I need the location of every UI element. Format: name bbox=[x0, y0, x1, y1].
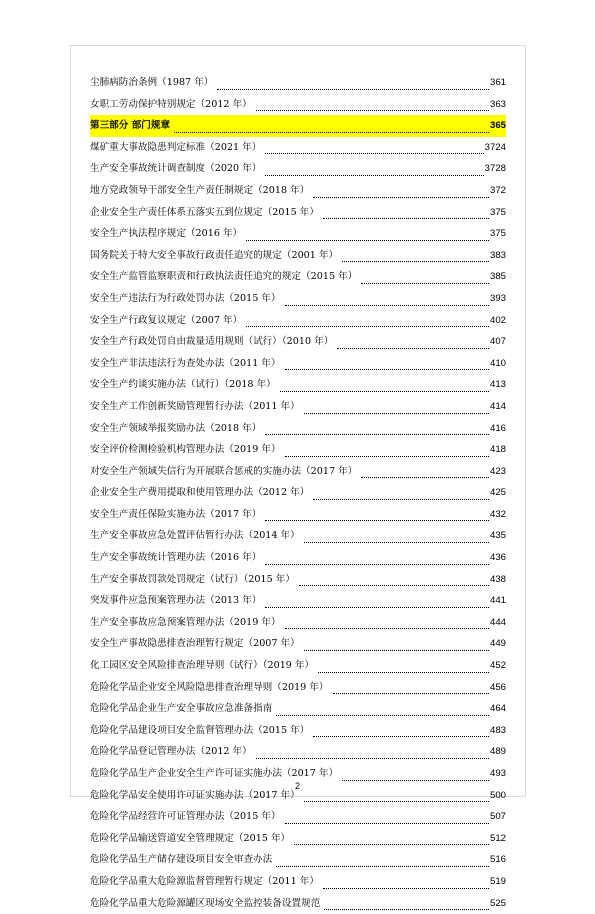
toc-entry[interactable] bbox=[90, 698, 506, 720]
toc-dot-leader bbox=[256, 109, 489, 111]
toc-entry-title: 危险化学品生产储存建设项目安全审查办法 bbox=[90, 854, 273, 866]
toc-dot-leader bbox=[304, 541, 489, 543]
toc-entry-title: 危险化学品生产企业安全生产许可证实施办法（2017 年） bbox=[90, 768, 339, 779]
toc-entry[interactable] bbox=[90, 94, 506, 116]
toc-entry-page-number: 361 bbox=[489, 77, 506, 88]
toc-dot-leader bbox=[304, 412, 489, 414]
toc-entry-page-number: 516 bbox=[489, 854, 506, 866]
toc-dot-leader bbox=[265, 152, 483, 154]
toc-dot-leader bbox=[318, 671, 489, 673]
page-number: 2 bbox=[294, 781, 300, 791]
toc-entry-title: 安全生产非法违法行为查处办法（2011 年） bbox=[90, 357, 281, 369]
toc-entry[interactable] bbox=[90, 741, 506, 763]
toc-entry-page-number: 410 bbox=[489, 357, 506, 369]
toc-entry-page-number: 436 bbox=[489, 552, 506, 564]
toc-dot-leader bbox=[313, 196, 489, 198]
toc-dot-leader bbox=[324, 908, 489, 910]
toc-entry-page-number: 393 bbox=[489, 292, 506, 304]
toc-entry-page-number: 438 bbox=[489, 573, 506, 585]
toc-entry-page-number: 525 bbox=[489, 897, 506, 909]
toc-dot-leader bbox=[304, 800, 489, 802]
toc-entry[interactable] bbox=[90, 461, 506, 483]
toc-dot-leader bbox=[174, 131, 489, 133]
toc-entry[interactable] bbox=[90, 525, 506, 547]
toc-dot-leader bbox=[285, 822, 489, 824]
toc-entry-page-number: 464 bbox=[489, 703, 506, 715]
toc-entry-title: 企业安全生产责任体系五落实五到位规定（2015 年） bbox=[90, 206, 319, 218]
toc-entry-title: 地方党政领导干部安全生产责任制规定（2018 年） bbox=[90, 184, 310, 196]
toc-entry-title: 安全评价检测检验机构管理办法（2019 年） bbox=[90, 444, 281, 456]
toc-entry-page-number: 512 bbox=[489, 832, 506, 844]
toc-entry-title: 煤矿重大事故隐患判定标准（2021 年） bbox=[90, 141, 262, 153]
toc-entry-title: 生产安全事故统计调查制度（2020 年） bbox=[90, 163, 262, 175]
toc-dot-leader bbox=[265, 433, 489, 435]
toc-entry-title: 女职工劳动保护特别规定（2012 年） bbox=[90, 98, 252, 110]
toc-entry-title: 安全生产工作创新奖励管理暂行办法（2011 年） bbox=[90, 400, 300, 412]
toc-dot-leader bbox=[276, 865, 489, 867]
toc-entry-page-number: 452 bbox=[489, 660, 506, 672]
toc-entry-page-number: 500 bbox=[489, 789, 506, 801]
toc-entry[interactable] bbox=[90, 569, 506, 591]
toc-entry-page-number: 385 bbox=[489, 271, 506, 283]
toc-entry[interactable] bbox=[90, 396, 506, 418]
toc-entry-title: 安全生产监管监察职责和行政执法责任追究的规定（2015 年） bbox=[90, 271, 358, 283]
toc-entry-page-number: 519 bbox=[489, 875, 506, 887]
toc-entry[interactable] bbox=[90, 655, 506, 677]
toc-entry[interactable] bbox=[90, 893, 506, 914]
toc-entry-title: 突发事件应急预案管理办法（2013 年） bbox=[90, 595, 262, 607]
toc-dot-leader bbox=[313, 498, 489, 500]
toc-entry[interactable] bbox=[90, 547, 506, 569]
toc-entry-page-number: 413 bbox=[489, 379, 506, 391]
toc-entry-page-number: 375 bbox=[489, 228, 506, 240]
toc-entry-page-number: 402 bbox=[489, 314, 506, 326]
toc-entry[interactable] bbox=[90, 633, 506, 655]
toc-entry-title: 国务院关于特大安全事故行政责任追究的规定（2001 年） bbox=[90, 249, 339, 261]
toc-dot-leader bbox=[342, 260, 489, 262]
toc-entry-page-number: 493 bbox=[489, 768, 506, 779]
toc-dot-leader bbox=[361, 282, 489, 284]
toc-dot-leader bbox=[246, 239, 489, 241]
toc-entry-title: 生产安全事故应急预案管理办法（2019 年） bbox=[90, 616, 281, 628]
toc-dot-leader bbox=[276, 714, 489, 716]
toc-dot-leader bbox=[285, 627, 489, 629]
toc-entry-title: 第三部分 部门规章 bbox=[90, 120, 171, 132]
toc-dot-leader bbox=[323, 887, 489, 889]
toc-entry-page-number: 416 bbox=[489, 422, 506, 434]
toc-entry-title: 生产安全事故应急处置评估暂行办法（2014 年） bbox=[90, 530, 300, 542]
toc-entry-page-number: 425 bbox=[489, 487, 506, 499]
toc-entry-page-number: 365 bbox=[489, 120, 506, 132]
toc-dot-leader bbox=[256, 757, 489, 759]
toc-entry[interactable] bbox=[90, 612, 506, 634]
toc-entry-page-number: 418 bbox=[489, 444, 506, 456]
toc-dot-leader bbox=[265, 174, 483, 176]
toc-entry-page-number: 432 bbox=[489, 508, 506, 520]
toc-entry-title: 危险化学品登记管理办法（2012 年） bbox=[90, 746, 252, 758]
toc-entry-page-number: 407 bbox=[489, 336, 506, 348]
toc-dot-leader bbox=[337, 347, 489, 349]
toc-entry[interactable] bbox=[90, 482, 506, 504]
toc-entry-page-number: 363 bbox=[489, 98, 506, 110]
toc-entry-page-number: 414 bbox=[489, 400, 506, 412]
toc-entry-page-number: 3728 bbox=[484, 163, 506, 175]
toc-entry-page-number: 383 bbox=[489, 249, 506, 261]
toc-entry-page-number: 423 bbox=[489, 465, 506, 477]
toc-entry[interactable] bbox=[90, 137, 506, 159]
toc-dot-leader bbox=[285, 368, 489, 370]
toc-entry[interactable] bbox=[90, 720, 506, 742]
toc-entry-title: 安全生产约谈实施办法（试行）（2018 年） bbox=[90, 379, 276, 391]
toc-entry[interactable] bbox=[90, 871, 506, 893]
toc-entry-page-number: 456 bbox=[489, 681, 506, 693]
toc-dot-leader bbox=[299, 584, 489, 586]
toc-entry-title: 危险化学品建设项目安全监督管理办法（2015 年） bbox=[90, 724, 310, 736]
toc-entry-title: 化工园区安全风险排查治理导则（试行）（2019 年） bbox=[90, 660, 315, 672]
toc-entry[interactable] bbox=[90, 288, 506, 310]
toc-entry-title: 危险化学品输送管道安全管理规定（2015 年） bbox=[90, 832, 291, 844]
toc-dot-leader bbox=[217, 88, 489, 90]
toc-entry-title: 危险化学品重大危险源监督管理暂行规定（2011 年） bbox=[90, 875, 319, 887]
toc-dot-leader bbox=[323, 217, 489, 219]
toc-entry-title: 安全生产违法行为行政处罚办法（2015 年） bbox=[90, 292, 281, 304]
toc-entry-page-number: 372 bbox=[489, 184, 506, 196]
toc-entry[interactable] bbox=[90, 353, 506, 375]
toc-dot-leader bbox=[285, 304, 489, 306]
toc-entry[interactable] bbox=[90, 590, 506, 612]
toc-entry-title: 危险化学品安全使用许可证实施办法（2017 年） bbox=[90, 789, 300, 801]
toc-entry[interactable] bbox=[90, 677, 506, 699]
toc-entry-page-number: 435 bbox=[489, 530, 506, 542]
toc-entry[interactable] bbox=[90, 374, 506, 396]
toc-entry[interactable] bbox=[90, 180, 506, 202]
toc-entry-title: 危险化学品重大危险源罐区现场安全监控装备设置规范 bbox=[90, 897, 321, 909]
toc-entry-title: 安全生产责任保险实施办法（2017 年） bbox=[90, 508, 262, 520]
toc-dot-leader bbox=[304, 649, 489, 651]
toc-entry[interactable] bbox=[90, 245, 506, 267]
toc-dot-leader bbox=[265, 563, 489, 565]
toc-entry-title: 生产安全事故罚款处罚规定（试行）（2015 年） bbox=[90, 573, 295, 585]
toc-entry-title: 安全生产执法程序规定（2016 年） bbox=[90, 228, 243, 240]
toc-entry[interactable] bbox=[90, 504, 506, 526]
toc-entry[interactable] bbox=[90, 158, 506, 180]
toc-entry[interactable] bbox=[90, 310, 506, 332]
toc-entry-page-number: 444 bbox=[489, 616, 506, 628]
toc-entry-title: 安全生产事故隐患排查治理暂行规定（2007 年） bbox=[90, 638, 300, 650]
toc-entry[interactable] bbox=[90, 418, 506, 440]
toc-entry-page-number: 483 bbox=[489, 724, 506, 736]
toc-dot-leader bbox=[285, 455, 489, 457]
toc-entry-page-number: 489 bbox=[489, 746, 506, 758]
toc-entry-title: 企业安全生产费用提取和使用管理办法（2012 年） bbox=[90, 487, 310, 499]
toc-dot-leader bbox=[265, 519, 489, 521]
toc-dot-leader bbox=[333, 692, 489, 694]
toc-entry-title: 危险化学品经营许可证管理办法（2015 年） bbox=[90, 811, 281, 823]
toc-entry-page-number: 441 bbox=[489, 595, 506, 607]
toc-dot-leader bbox=[361, 476, 489, 478]
toc-dot-leader bbox=[265, 606, 489, 608]
toc-entry-page-number: 449 bbox=[489, 638, 506, 650]
toc-entry-page-number: 3724 bbox=[484, 141, 506, 153]
toc-entry[interactable] bbox=[90, 806, 506, 828]
toc-section-heading[interactable] bbox=[90, 115, 506, 137]
toc-entry-title: 危险化学品企业生产安全事故应急准备指南 bbox=[90, 703, 273, 715]
toc-entry-title: 对安全生产领域失信行为开展联合惩戒的实施办法（2017 年） bbox=[90, 465, 358, 477]
toc-entry-title: 尘肺病防治条例（1987 年） bbox=[90, 77, 214, 88]
toc-entry-title: 安全生产行政复议规定（2007 年） bbox=[90, 314, 243, 326]
toc-entry-title: 危险化学品企业安全风险隐患排查治理导则（2019 年） bbox=[90, 681, 329, 693]
toc-entry-page-number: 375 bbox=[489, 206, 506, 218]
toc-entry-title: 安全生产领域举报奖励办法（2018 年） bbox=[90, 422, 262, 434]
toc-dot-leader bbox=[294, 843, 489, 845]
toc-entry[interactable] bbox=[90, 849, 506, 871]
toc-dot-leader bbox=[313, 735, 489, 737]
toc-entry[interactable] bbox=[90, 331, 506, 353]
toc-entry[interactable] bbox=[90, 202, 506, 224]
toc-entry[interactable] bbox=[90, 72, 506, 94]
toc-entry[interactable] bbox=[90, 266, 506, 288]
toc-entry-title: 安全生产行政处罚自由裁量适用规则（试行）（2010 年） bbox=[90, 336, 334, 348]
toc-entry-title: 生产安全事故统计管理办法（2016 年） bbox=[90, 552, 262, 564]
toc-entry[interactable] bbox=[90, 828, 506, 850]
toc-entry[interactable] bbox=[90, 439, 506, 461]
toc-entry-page-number: 507 bbox=[489, 811, 506, 823]
toc-entry[interactable] bbox=[90, 223, 506, 245]
toc-dot-leader bbox=[280, 390, 489, 392]
toc-dot-leader bbox=[246, 325, 489, 327]
